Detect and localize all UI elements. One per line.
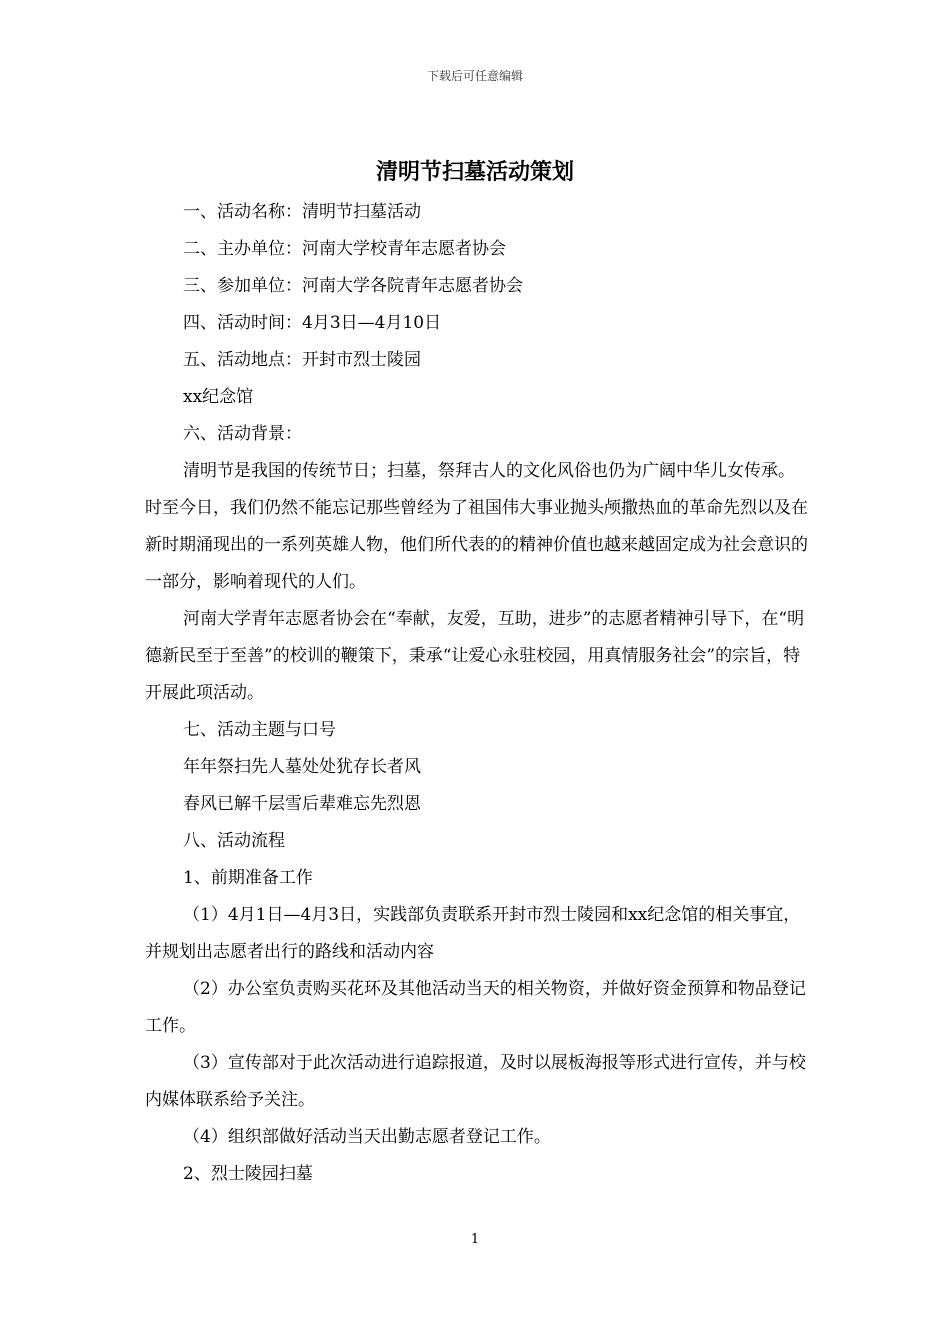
- prep-heading: 1、前期准备工作: [183, 868, 313, 888]
- prep-item-2: （2）办公室负责购买花环及其他活动当天的相关物资，并做好资金预算和物品登记工作。: [145, 979, 806, 1036]
- prep-item-1: （1）4月1日—4月3日，实践部负责联系开封市烈士陵园和xx纪念馆的相关事宜，并规划出志愿者出行的路线和活动内容: [145, 905, 801, 962]
- cemetery-heading: 2、烈士陵园扫墓: [183, 1164, 313, 1184]
- background-heading: 六、活动背景：: [183, 424, 302, 444]
- prep-item-4: （4）组织部做好活动当天出勤志愿者登记工作。: [183, 1127, 551, 1147]
- background-paragraph-2: 河南大学青年志愿者协会在“奉献，友爱，互助，进步”的志愿者精神引导下，在“明德新民至于至善”的校训的鞭策下，秉承“让爱心永驻校园，用真情服务社会”的宗旨，特开展此项活动。: [145, 609, 805, 703]
- document-title: 清明节扫墓活动策划: [375, 159, 574, 185]
- item-time: 四、活动时间：4月3日—4月10日: [183, 313, 442, 333]
- slogan-line-2: 春风已解千层雪后辈难忘先烈恩: [183, 794, 421, 814]
- prep-item-3: （3）宣传部对于此次活动进行追踪报道，及时以展板海报等形式进行宣传，并与校内媒体联系给予关注。: [145, 1053, 806, 1110]
- slogan-line-1: 年年祭扫先人墓处处犹存长者风: [183, 757, 421, 777]
- document-body: [145, 194, 809, 1193]
- item-place: 五、活动地点：开封市烈士陵园: [183, 350, 421, 370]
- background-paragraph-1: 清明节是我国的传统节日；扫墓，祭拜古人的文化风俗也仍为广阔中华儿女传承。时至今日，我们仍然不能忘记那些曾经为了祖国伟大事业抛头颅撒热血的革命先烈以及在新时期涌现出的一系列英雄人物，他们所代表的的精神价值也越来越固定成为社会意识的一部分，影响着现代的人们。: [145, 461, 808, 592]
- item-participants: 三、参加单位：河南大学各院青年志愿者协会: [183, 276, 523, 296]
- theme-heading: 七、活动主题与口号: [183, 720, 336, 740]
- process-heading: 八、活动流程: [183, 831, 285, 851]
- page-number: 1: [470, 1232, 480, 1247]
- page-header: 下载后可任意编辑: [426, 69, 523, 83]
- item-host: 二、主办单位：河南大学校青年志愿者协会: [183, 239, 506, 259]
- item-activity-name: 一、活动名称：清明节扫墓活动: [183, 202, 421, 222]
- item-place-2: xx纪念馆: [183, 387, 254, 407]
